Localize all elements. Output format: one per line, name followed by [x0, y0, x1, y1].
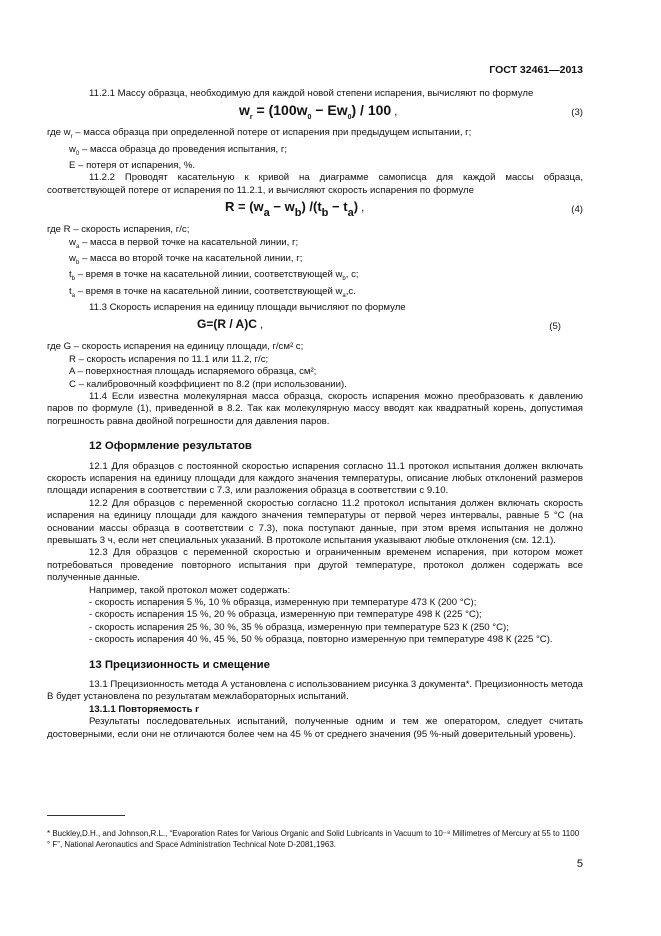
- def-f3-0: где $w_r$ – масса образца при определенной потере от испарения при предыдущем испытании, г;: [47, 127, 472, 141]
- def-f4-1: $w_a$ – масса в первой точке на касательной линии, г;: [69, 236, 299, 250]
- para-12-3: 12.3 Для образцов с переменной скоростью и ограниченным временем испарения, при котором может потребоваться проведение повторного испытания при другой температуре, протокол должен содержать все полученные данные.: [47, 547, 583, 584]
- para-11-3: 11.3 Скорость испарения на единицу площади вычисляют по формуле: [89, 301, 406, 313]
- formula-4-number: (4): [571, 204, 583, 216]
- formula-4-expression: $R = (w_a - w_b) /(t_b - t_a)$ ,: [225, 199, 365, 220]
- formula-5-expression: G=(R / A)C ,: [197, 317, 264, 332]
- def-f3-2: E – потеря от испарения, %.: [69, 160, 196, 172]
- list-item: - скорость испарения 15 %, 20 % образца, измеренную при температуре 498 К (225 °С);: [89, 609, 482, 621]
- list-item: - скорость испарения 5 %, 10 % образца, измеренную при температуре 473 К (200 °С);: [89, 597, 477, 609]
- def-f5-3: C – калибровочный коэффициент по 8.2 (при использовании).: [69, 378, 347, 390]
- formula-5-number: (5): [549, 321, 561, 333]
- para-11-4: 11.4 Если известна молекулярная масса образца, скорость испарения можно преобразовать к давлению паров по формуле (1), приведенной в 8.2. Так как молекулярную массу вводят как квадратный корень, допустимая погрешность равна двойной погрешности для давления паров.: [47, 390, 583, 427]
- section-13-title: 13 Прецизионность и смещение: [89, 658, 271, 671]
- para-11-2-2: 11.2.2 Проводят касательную к кривой на диаграмме самописца для каждой массы образца, соответствующей потере от испарения по 11.2.1, и вычисляют скорость испарения по формуле: [47, 172, 583, 196]
- def-f4-3: $t_b$ – время в точке на касательной линии, соответствующей $w_b$, с;: [69, 269, 359, 283]
- para-13-1-1: Результаты последовательных испытаний, полученные одним и тем же оператором, следует считать достоверными, если они не отличаются более чем на 45 % от среднего значения (95 %-ный доверительный уровень).: [47, 716, 583, 740]
- formula-3-number: (3): [571, 107, 583, 119]
- footnote-divider: [47, 815, 125, 816]
- para-12-1: 12.1 Для образцов с постоянной скоростью испарения согласно 11.1 протокол испытания должен включать скорость испарения на единицу площади для каждого значения температуры, описание любых отклонений размеров площади испарения в соответствии с 7.3, или разложения образца в соответствии с 9.10.: [47, 460, 583, 497]
- def-f3-1: $w_0$ – масса образца до проведения испытания, г;: [69, 143, 288, 157]
- formula-5: [47, 316, 583, 340]
- formula-3-expression: $w_r = (100w_0 - Ew_0) / 100$ ,: [239, 102, 398, 122]
- page-number: 5: [576, 858, 583, 870]
- section-12-title: 12 Оформление результатов: [89, 440, 252, 453]
- list-item: - скорость испарения 25 %, 30 %, 35 % образца, измеренную при температуре 523 К (250 °С);: [89, 621, 509, 633]
- list-item: - скорость испарения 40 %, 45 %, 50 % образца, повторно измеренную при температуре 498 К (225 °С).: [89, 634, 553, 646]
- para-12-2: 12.2 Для образцов с переменной скоростью согласно 11.2 протокол испытания должен включать скорость испарения на единицу площади для каждого значения температуры от первой через интервалы, равные 5 °С (на основании массы образца в соответствии с 7.3), пока поступают данные, при этом время испытания не должно превышать 3 ч, если нет специальных указаний. В протоколе испытания указывают любые отклонения (см. 12.1).: [47, 497, 583, 546]
- def-f5-2: A – поверхностная площадь испаряемого образца, см²;: [69, 366, 317, 378]
- subsection-13-1-1-title: 13.1.1 Повторяемость r: [89, 703, 199, 715]
- def-f5-0: где G – скорость испарения на единицу площади, г/см² с;: [47, 341, 304, 353]
- footnote: * Buckley,D.H., and Johnson,R.L., “Evaporation Rates for Various Organic and Solid Lubricants in Vacuum to 10⁻⁸ Millimetres of Mercury at 55 to 1100 ° F”, National Aeronautics and Space Administration Technical Note D-2081,1963.: [47, 829, 580, 849]
- def-f4-2: $w_b$ – масса во второй точке на касательной линии, г;: [69, 252, 303, 266]
- def-f5-1: R – скорость испарения по 11.1 или 11.2, г/с;: [69, 353, 269, 365]
- formula-3: [47, 102, 583, 126]
- para-11-2-1: 11.2.1 Массу образца, необходимую для каждой новой степени испарения, вычисляют по формуле: [89, 88, 534, 99]
- def-f4-0: где R – скорость испарения, г/с;: [47, 224, 190, 236]
- para-13-1: 13.1 Прецизионность метода А установлена с использованием рисунка 3 документа*. Прецизионность метода В будет установлена по результатам межлабораторных испытаний.: [47, 679, 584, 703]
- main-content: [47, 88, 583, 741]
- example-intro: Например, такой протокол может содержать:: [89, 584, 291, 596]
- def-f4-4: $t_a$ – время в точке на касательной линии, соответствующей $w_a,с$.: [69, 285, 356, 299]
- formula-4: [47, 199, 583, 223]
- standard-code: ГОСТ 32461—2013: [489, 64, 583, 76]
